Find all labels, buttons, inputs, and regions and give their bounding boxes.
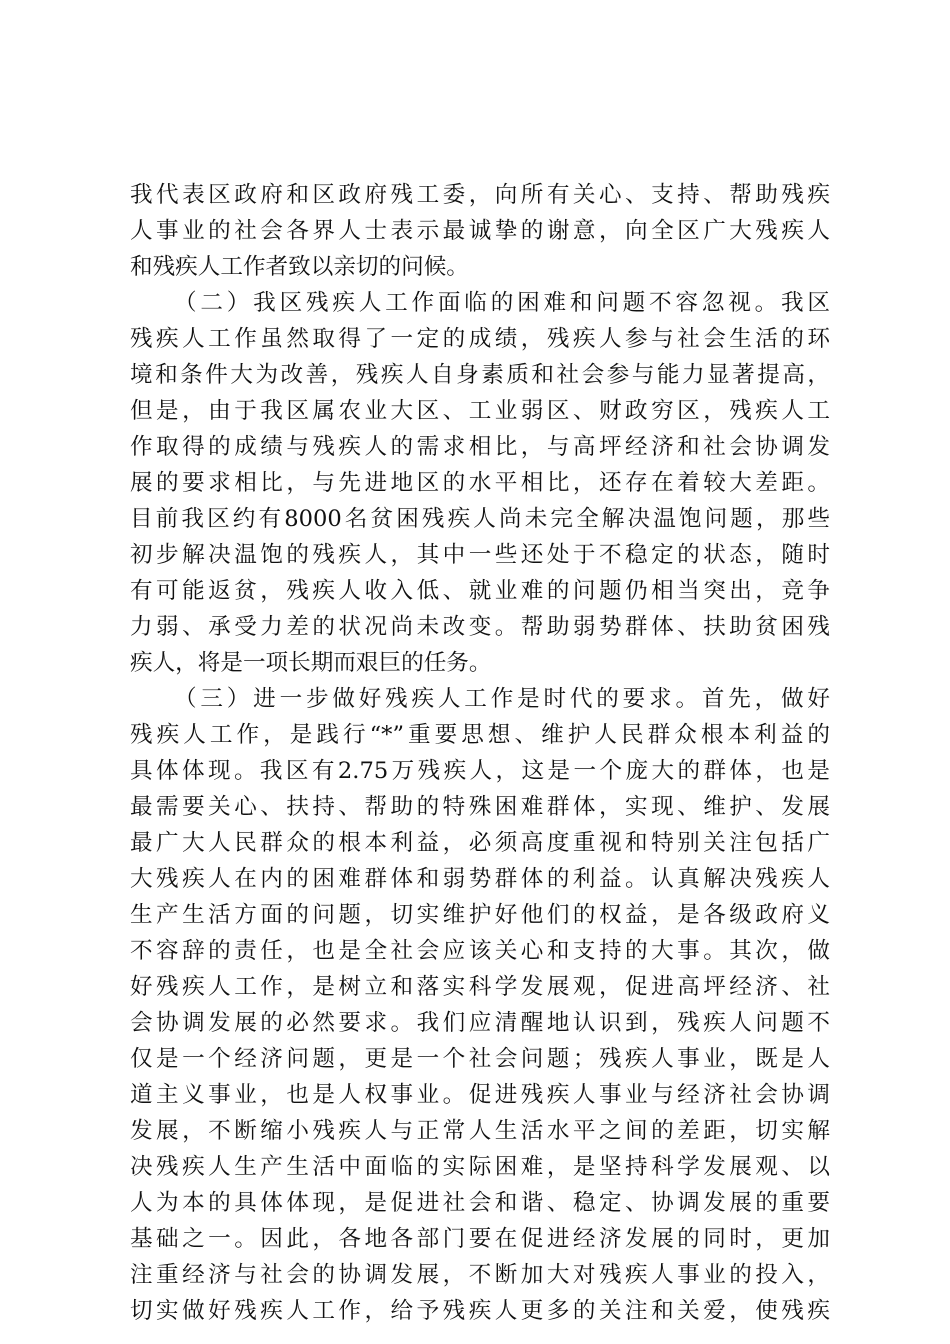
text-line: 残疾人工作，是践行“*”重要思想、维护人民群众根本利益的 [130,722,830,748]
text-line: 作取得的成绩与残疾人的需求相比，与高坪经济和社会协调发 [130,434,830,460]
text-line: 不容辞的责任，也是全社会应该关心和支持的大事。其次，做 [130,938,830,964]
text-line: 有可能返贫，残疾人收入低、就业难的问题仍相当突出，竞争 [130,578,830,604]
text-line: 注重经济与社会的协调发展，不断加大对残疾人事业的投入， [130,1262,830,1288]
text-line: 会协调发展的必然要求。我们应清醒地认识到，残疾人问题不 [130,1010,830,1036]
text-line: 力弱、承受力差的状况尚未改变。帮助弱势群体、扶助贫困残 [130,614,830,640]
text-line: 境和条件大为改善，残疾人自身素质和社会参与能力显著提高， [130,362,830,388]
text-line: 人事业的社会各界人士表示最诚挚的谢意，向全区广大残疾人 [130,218,830,244]
text-line: 具体体现。我区有2.75万残疾人，这是一个庞大的群体，也是 [130,758,830,784]
text-line: （三）进一步做好残疾人工作是时代的要求。首先，做好 [174,686,830,712]
text-line: 基础之一。因此，各地各部门要在促进经济发展的同时，更加 [130,1226,830,1252]
text-line: 切实做好残疾人工作，给予残疾人更多的关注和关爱，使残疾 [130,1298,830,1324]
text-line: 道主义事业，也是人权事业。促进残疾人事业与经济社会协调 [130,1082,830,1108]
text-line: 初步解决温饱的残疾人，其中一些还处于不稳定的状态，随时 [130,542,830,568]
text-line: 但是，由于我区属农业大区、工业弱区、财政穷区，残疾人工 [130,398,830,424]
text-line: 人为本的具体体现，是促进社会和谐、稳定、协调发展的重要 [130,1190,830,1216]
text-line: 好残疾人工作，是树立和落实科学发展观，促进高坪经济、社 [130,974,830,1000]
text-line: 残疾人工作虽然取得了一定的成绩，残疾人参与社会生活的环 [130,326,830,352]
text-line: 最需要关心、扶持、帮助的特殊困难群体，实现、维护、发展 [130,794,830,820]
text-line: 和残疾人工作者致以亲切的问候。 [130,254,469,280]
text-line: 发展，不断缩小残疾人与正常人生活水平之间的差距，切实解 [130,1118,830,1144]
text-line: 目前我区约有8000名贫困残疾人尚未完全解决温饱问题，那些 [130,506,830,532]
text-line: 生产生活方面的问题，切实维护好他们的权益，是各级政府义 [130,902,830,928]
text-line: 仅是一个经济问题，更是一个社会问题；残疾人事业，既是人 [130,1046,830,1072]
text-line: 展的要求相比，与先进地区的水平相比，还存在着较大差距。 [130,470,830,496]
text-line: 我代表区政府和区政府残工委，向所有关心、支持、帮助残疾 [130,182,830,208]
text-line: 大残疾人在内的困难群体和弱势群体的利益。认真解决残疾人 [130,866,830,892]
text-line: 疾人，将是一项长期而艰巨的任务。 [130,650,492,676]
text-line: 最广大人民群众的根本利益，必须高度重视和特别关注包括广 [130,830,830,856]
text-line: 决残疾人生产生活中面临的实际困难，是坚持科学发展观、以 [130,1154,830,1180]
text-line: （二）我区残疾人工作面临的困难和问题不容忽视。我区 [174,290,830,316]
